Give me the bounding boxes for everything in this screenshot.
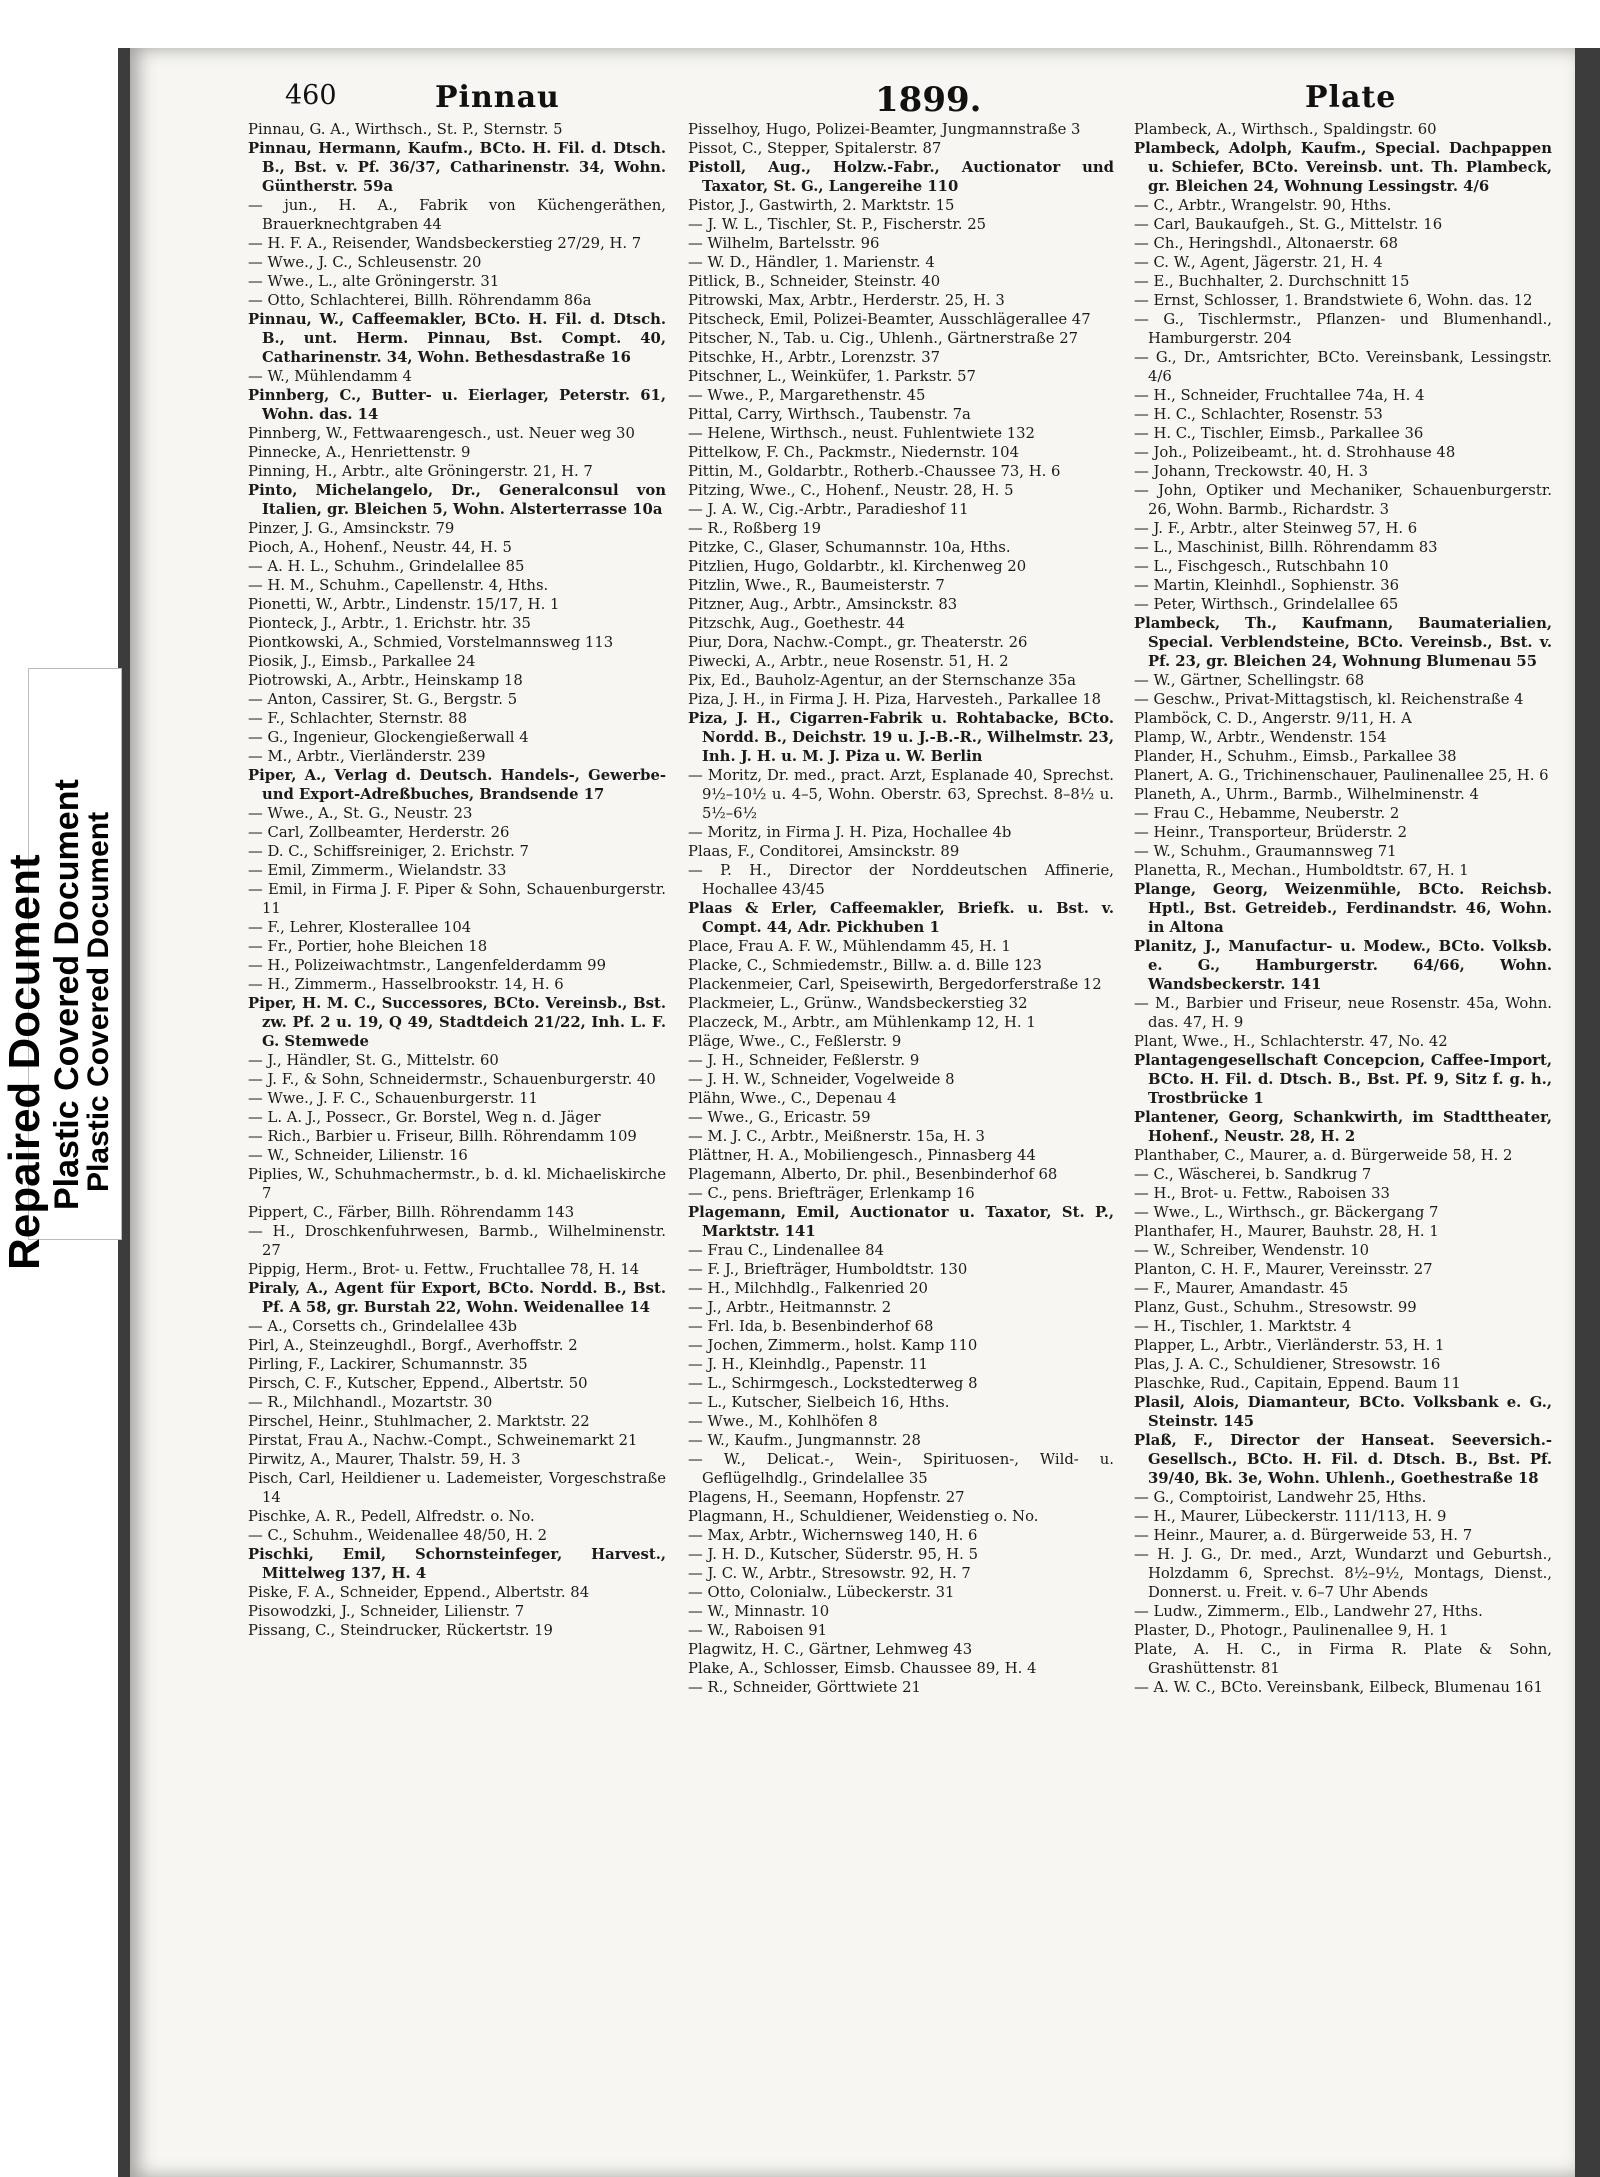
directory-entry: Pittin, M., Goldarbtr., Rotherb.-Chaussee 73, H. 6	[688, 463, 1061, 480]
directory-entry: — J. H., Schneider, Feßlerstr. 9	[688, 1052, 920, 1069]
directory-entry: — C., Arbtr., Wrangelstr. 90, Hths.	[1134, 197, 1392, 214]
directory-entry: — Helene, Wirthsch., neust. Fuhlentwiete 132	[688, 425, 1035, 442]
directory-entry: — Wwe., L., Wirthsch., gr. Bäckergang 7	[1134, 1204, 1439, 1221]
directory-entry: — R., Schneider, Görttwiete 21	[688, 1679, 921, 1696]
directory-entry: Piper, H. M. C., Successores, BCto. Vereinsb., Bst. zw. Pf. 2 u. 19, Q 49, Stadtdeich 21/22, Inh. L. F. G. Stemwede	[248, 995, 666, 1050]
directory-entry: Plackmeier, L., Grünw., Wandsbeckerstieg 32	[688, 995, 1028, 1012]
directory-entry: — W., Minnastr. 10	[688, 1603, 830, 1620]
directory-entry: Piur, Dora, Nachw.-Compt., gr. Theaterstr. 26	[688, 634, 1028, 651]
directory-entry: Planthaber, C., Maurer, a. d. Bürgerweide 58, H. 2	[1134, 1147, 1513, 1164]
directory-entry: — Emil, in Firma J. F. Piper & Sohn, Schauenburgerstr. 11	[248, 881, 666, 917]
directory-entry: Pläge, Wwe., C., Feßlerstr. 9	[688, 1033, 902, 1050]
directory-column-3	[1134, 120, 1552, 2020]
plastic-covered-label: Plastic Covered Document	[48, 779, 86, 1210]
directory-entry: Planeth, A., Uhrm., Barmb., Wilhelminenstr. 4	[1134, 786, 1479, 803]
page-number: 460	[285, 80, 337, 111]
directory-entry: — J., Händler, St. G., Mittelstr. 60	[248, 1052, 499, 1069]
directory-entry: — Max, Arbtr., Wichernsweg 140, H. 6	[688, 1527, 978, 1544]
directory-entry: Placke, C., Schmiedemstr., Billw. a. d. Bille 123	[688, 957, 1042, 974]
directory-entry: — J. A. W., Cig.-Arbtr., Paradieshof 11	[688, 501, 969, 518]
directory-entry: — Heinr., Transporteur, Brüderstr. 2	[1134, 824, 1407, 841]
directory-entry: — M., Barbier und Friseur, neue Rosenstr. 45a, Wohn. das. 47, H. 9	[1134, 995, 1552, 1031]
directory-entry: — Joh., Polizeibeamt., ht. d. Strohhause 48	[1134, 444, 1456, 461]
directory-entry: Piza, J. H., in Firma J. H. Piza, Harvesteh., Parkallee 18	[688, 691, 1102, 708]
directory-entry: — H., Milchhdlg., Falkenried 20	[688, 1280, 928, 1297]
directory-entry: Plaster, D., Photogr., Paulinenallee 9, H. 1	[1134, 1622, 1449, 1639]
directory-entry: Plambeck, A., Wirthsch., Spaldingstr. 60	[1134, 121, 1437, 138]
directory-entry: Plamp, W., Arbtr., Wendenstr. 154	[1134, 729, 1387, 746]
directory-entry: — L., Kutscher, Sielbeich 16, Hths.	[688, 1394, 950, 1411]
directory-entry: — Wwe., G., Ericastr. 59	[688, 1109, 871, 1126]
directory-entry: — Wwe., P., Margarethenstr. 45	[688, 387, 926, 404]
directory-entry: — W., Raboisen 91	[688, 1622, 828, 1639]
directory-entry: Pittal, Carry, Wirthsch., Taubenstr. 7a	[688, 406, 971, 423]
directory-entry: — Otto, Colonialw., Lübeckerstr. 31	[688, 1584, 955, 1601]
directory-entry: — H., Maurer, Lübeckerstr. 111/113, H. 9	[1134, 1508, 1447, 1525]
directory-entry: Piontkowski, A., Schmied, Vorstelmannsweg 113	[248, 634, 614, 651]
directory-entry: — Rich., Barbier u. Friseur, Billh. Röhrendamm 109	[248, 1128, 637, 1145]
directory-entry: Piotrowski, A., Arbtr., Heinskamp 18	[248, 672, 523, 689]
directory-entry: — J. H. W., Schneider, Vogelweide 8	[688, 1071, 955, 1088]
directory-entry: — R., Milchhandl., Mozartstr. 30	[248, 1394, 493, 1411]
directory-entry: — W. D., Händler, 1. Marienstr. 4	[688, 254, 935, 271]
directory-entry: — M. J. C., Arbtr., Meißnerstr. 15a, H. 3	[688, 1128, 985, 1145]
directory-entry: Piraly, A., Agent für Export, BCto. Nordd. B., Bst. Pf. A 58, gr. Burstah 22, Wohn. Weidenallee 14	[248, 1280, 666, 1316]
directory-entry: — W., Schreiber, Wendenstr. 10	[1134, 1242, 1370, 1259]
directory-entry: — H., Brot- u. Fettw., Raboisen 33	[1134, 1185, 1390, 1202]
directory-entry: — F. J., Briefträger, Humboldtstr. 130	[688, 1261, 968, 1278]
repaired-document-label: Repaired Document	[0, 854, 49, 1270]
directory-entry: — W., Gärtner, Schellingstr. 68	[1134, 672, 1365, 689]
directory-entry: Planz, Gust., Schuhm., Stresowstr. 99	[1134, 1299, 1417, 1316]
directory-entry: — Anton, Cassirer, St. G., Bergstr. 5	[248, 691, 518, 708]
directory-entry: — Wwe., M., Kohlhöfen 8	[688, 1413, 878, 1430]
directory-entry: — J. H. D., Kutscher, Süderstr. 95, H. 5	[688, 1546, 978, 1563]
directory-entry: Plange, Georg, Weizenmühle, BCto. Reichsb. Hptl., Bst. Getreideb., Ferdinandstr. 46, Wohn. in Altona	[1134, 881, 1552, 936]
directory-entry: — J. F., & Sohn, Schneidermstr., Schauenburgerstr. 40	[248, 1071, 656, 1088]
directory-entry: Planthafer, H., Maurer, Bauhstr. 28, H. 1	[1134, 1223, 1439, 1240]
directory-entry: — F., Schlachter, Sternstr. 88	[248, 710, 468, 727]
directory-entry: Plake, A., Schlosser, Eimsb. Chaussee 89, H. 4	[688, 1660, 1037, 1677]
directory-entry: — Frl. Ida, b. Besenbinderhof 68	[688, 1318, 934, 1335]
directory-entry: Pitzing, Wwe., C., Hohenf., Neustr. 28, H. 5	[688, 482, 1014, 499]
directory-entry: — W., Delicat.-, Wein-, Spirituosen-, Wild- u. Geflügelhdlg., Grindelallee 35	[688, 1451, 1114, 1487]
directory-entry: — G., Dr., Amtsrichter, BCto. Vereinsbank, Lessingstr. 4/6	[1134, 349, 1552, 385]
directory-entry: Piza, J. H., Cigarren-Fabrik u. Rohtabacke, BCto. Nordd. B., Deichstr. 19 u. J.-B.-R., Wilhelmstr. 23, Inh. J. H. u. M. J. Piza u. W. Berlin	[688, 710, 1114, 765]
directory-entry: Plaß, F., Director der Hanseat. Seeversich.-Gesellsch., BCto. H. Fil. d. Dtsch. B., Bst. Pf. 39/40, Bk. 3e, Wohn. Uhlenh., Goethestraße 18	[1134, 1432, 1552, 1487]
directory-entry: — C. W., Agent, Jägerstr. 21, H. 4	[1134, 254, 1383, 271]
directory-entry: — Ch., Heringshdl., Altonaerstr. 68	[1134, 235, 1399, 252]
directory-entry: — Geschw., Privat-Mittagstisch, kl. Reichenstraße 4	[1134, 691, 1524, 708]
directory-entry: — J., Arbtr., Heitmannstr. 2	[688, 1299, 892, 1316]
directory-entry: Planitz, J., Manufactur- u. Modew., BCto. Volksb. e. G., Hamburgerstr. 64/66, Wohn. Wandsbeckerstr. 141	[1134, 938, 1552, 993]
directory-entry: — P. H., Director der Norddeutschen Affinerie, Hochallee 43/45	[688, 862, 1114, 898]
directory-entry: Pionteck, J., Arbtr., 1. Erichstr. htr. 35	[248, 615, 531, 632]
directory-entry: — Moritz, Dr. med., pract. Arzt, Esplanade 40, Sprechst. 9½–10½ u. 4–5, Wohn. Oberstr. 63, Sprechst. 8–8½ u. 5½–6½	[688, 767, 1114, 822]
directory-entry: Pischke, A. R., Pedell, Alfredstr. o. No.	[248, 1508, 535, 1525]
directory-entry: — John, Optiker und Mechaniker, Schauenburgerstr. 26, Wohn. Barmb., Richardstr. 3	[1134, 482, 1552, 518]
directory-entry: Pippert, C., Färber, Billh. Röhrendamm 143	[248, 1204, 575, 1221]
directory-entry: Plaas & Erler, Caffeemakler, Briefk. u. Bst. v. Compt. 44, Adr. Pickhuben 1	[688, 900, 1114, 936]
directory-entry: — R., Roßberg 19	[688, 520, 821, 537]
directory-entry: Place, Frau A. F. W., Mühlendamm 45, H. 1	[688, 938, 1011, 955]
directory-entry: Pinnecke, A., Henriettenstr. 9	[248, 444, 471, 461]
directory-entry: — E., Buchhalter, 2. Durchschnitt 15	[1134, 273, 1410, 290]
directory-entry: — Frau C., Hebamme, Neuberstr. 2	[1134, 805, 1400, 822]
directory-entry: Piske, F. A., Schneider, Eppend., Albertstr. 84	[248, 1584, 590, 1601]
directory-entry: Pitzschk, Aug., Goethestr. 44	[688, 615, 905, 632]
directory-entry: — Martin, Kleinhdl., Sophienstr. 36	[1134, 577, 1400, 594]
directory-entry: Plas, J. A. C., Schuldiener, Stresowstr. 16	[1134, 1356, 1441, 1373]
directory-entry: Pinnberg, W., Fettwaarengesch., ust. Neuer weg 30	[248, 425, 635, 442]
directory-entry: Plagemann, Alberto, Dr. phil., Besenbinderhof 68	[688, 1166, 1058, 1183]
directory-entry: — G., Ingenieur, Glockengießerwall 4	[248, 729, 529, 746]
directory-entry: Plähn, Wwe., C., Depenau 4	[688, 1090, 897, 1107]
directory-entry: Plander, H., Schuhm., Eimsb., Parkallee 38	[1134, 748, 1457, 765]
directory-entry: Plagemann, Emil, Auctionator u. Taxator, St. P., Marktstr. 141	[688, 1204, 1114, 1240]
directory-entry: Plate, A. H. C., in Firma R. Plate & Sohn, Grashüttenstr. 81	[1134, 1641, 1552, 1677]
directory-entry: Plantagengesellschaft Concepcion, Caffee-Import, BCto. H. Fil. d. Dtsch. B., Bst. Pf. 9, Sitz f. g. h., Trostbrücke 1	[1134, 1052, 1552, 1107]
directory-entry: Pinnau, G. A., Wirthsch., St. P., Sternstr. 5	[248, 121, 563, 138]
directory-entry: Pitzke, C., Glaser, Schumannstr. 10a, Hths.	[688, 539, 1011, 556]
directory-entry: — Carl, Zollbeamter, Herderstr. 26	[248, 824, 510, 841]
directory-entry: Pischki, Emil, Schornsteinfeger, Harvest., Mittelweg 137, H. 4	[248, 1546, 666, 1582]
directory-entry: — F., Maurer, Amandastr. 45	[1134, 1280, 1349, 1297]
directory-entry: — L., Fischgesch., Rutschbahn 10	[1134, 558, 1389, 575]
directory-entry: Pissang, C., Steindrucker, Rückertstr. 19	[248, 1622, 553, 1639]
directory-entry: Piwecki, A., Arbtr., neue Rosenstr. 51, H. 2	[688, 653, 1009, 670]
directory-entry: Plagmann, H., Schuldiener, Weidenstieg o. No.	[688, 1508, 1039, 1525]
directory-entry: Plättner, H. A., Mobiliengesch., Pinnasberg 44	[688, 1147, 1036, 1164]
directory-entry: — W., Kaufm., Jungmannstr. 28	[688, 1432, 921, 1449]
directory-entry: — A. H. L., Schuhm., Grindelallee 85	[248, 558, 525, 575]
directory-entry: Pitschner, L., Weinküfer, 1. Parkstr. 57	[688, 368, 976, 385]
directory-entry: Pitscher, N., Tab. u. Cig., Uhlenh., Gärtnerstraße 27	[688, 330, 1079, 347]
directory-entry: — Wwe., J. C., Schleusenstr. 20	[248, 254, 482, 271]
directory-entry: Pinning, H., Arbtr., alte Gröningerstr. 21, H. 7	[248, 463, 593, 480]
directory-entry: — H., Polizeiwachtmstr., Langenfelderdamm 99	[248, 957, 607, 974]
directory-entry: — D. C., Schiffsreiniger, 2. Erichstr. 7	[248, 843, 529, 860]
directory-column-1	[248, 120, 666, 2020]
directory-entry: Pirling, F., Lackirer, Schumannstr. 35	[248, 1356, 528, 1373]
directory-entry: Piplies, W., Schuhmachermstr., b. d. kl. Michaeliskirche 7	[248, 1166, 666, 1202]
directory-entry: — Wwe., J. F. C., Schauenburgerstr. 11	[248, 1090, 538, 1107]
directory-entry: Pix, Ed., Bauholz-Agentur, an der Sternschanze 35a	[688, 672, 1076, 689]
directory-entry: — W., Schneider, Lilienstr. 16	[248, 1147, 468, 1164]
directory-entry: — M., Arbtr., Vierländerstr. 239	[248, 748, 486, 765]
directory-entry: Pioch, A., Hohenf., Neustr. 44, H. 5	[248, 539, 512, 556]
directory-entry: — Emil, Zimmerm., Wielandstr. 33	[248, 862, 507, 879]
directory-entry: — H., Droschkenfuhrwesen, Barmb., Wilhelminenstr. 27	[248, 1223, 666, 1259]
directory-entry: Pistor, J., Gastwirth, 2. Marktstr. 15	[688, 197, 955, 214]
directory-entry: — Ernst, Schlosser, 1. Brandstwiete 6, Wohn. das. 12	[1134, 292, 1533, 309]
directory-entry: — Wwe., L., alte Gröningerstr. 31	[248, 273, 500, 290]
directory-entry: Pippig, Herm., Brot- u. Fettw., Fruchtallee 78, H. 14	[248, 1261, 640, 1278]
directory-entry: — C., pens. Briefträger, Erlenkamp 16	[688, 1185, 975, 1202]
directory-entry: Piper, A., Verlag d. Deutsch. Handels-, Gewerbe- und Export-Adreßbuches, Brandsende 17	[248, 767, 666, 803]
year-heading: 1899.	[875, 80, 982, 120]
right-running-head: Plate	[1305, 80, 1397, 115]
directory-entry: — H., Schneider, Fruchtallee 74a, H. 4	[1134, 387, 1425, 404]
directory-entry: — Otto, Schlachterei, Billh. Röhrendamm 86a	[248, 292, 592, 309]
directory-entry: — Johann, Treckowstr. 40, H. 3	[1134, 463, 1369, 480]
directory-entry: — W., Mühlendamm 4	[248, 368, 412, 385]
directory-entry: — L., Schirmgesch., Lockstedterweg 8	[688, 1375, 978, 1392]
directory-entry: Pinnau, W., Caffeemakler, BCto. H. Fil. d. Dtsch. B., unt. Herm. Pinnau, Bst. Compt. 40, Catharinenstr. 34, Wohn. Bethesdastraße 16	[248, 311, 666, 366]
directory-entry: — H., Tischler, 1. Marktstr. 4	[1134, 1318, 1352, 1335]
directory-entry: — F., Lehrer, Klosterallee 104	[248, 919, 472, 936]
directory-entry: Planert, A. G., Trichinenschauer, Paulinenallee 25, H. 6	[1134, 767, 1549, 784]
directory-entry: — H. F. A., Reisender, Wandsbeckerstieg 27/29, H. 7	[248, 235, 642, 252]
directory-entry: Pitrowski, Max, Arbtr., Herderstr. 25, H. 3	[688, 292, 1005, 309]
directory-entry: Pitzner, Aug., Arbtr., Amsinckstr. 83	[688, 596, 958, 613]
directory-entry: — J. H., Kleinhdlg., Papenstr. 11	[688, 1356, 928, 1373]
directory-entry: Plambeck, Th., Kaufmann, Baumaterialien, Special. Verblendsteine, BCto. Vereinsb., Bst. v. Pf. 23, gr. Bleichen 24, Wohnung Blumenau 55	[1134, 615, 1552, 670]
directory-entry: — Wilhelm, Bartelsstr. 96	[688, 235, 880, 252]
directory-entry: Plagens, H., Seemann, Hopfenstr. 27	[688, 1489, 965, 1506]
directory-entry: Pionetti, W., Arbtr., Lindenstr. 15/17, H. 1	[248, 596, 560, 613]
directory-entry: Pitlick, B., Schneider, Steinstr. 40	[688, 273, 941, 290]
directory-entry: — H. C., Tischler, Eimsb., Parkallee 36	[1134, 425, 1424, 442]
directory-entry: — J. W. L., Tischler, St. P., Fischerstr. 25	[688, 216, 987, 233]
directory-entry: — A. W. C., BCto. Vereinsbank, Eilbeck, Blumenau 161	[1134, 1679, 1543, 1696]
directory-entry: Plambeck, Adolph, Kaufm., Special. Dachpappen u. Schiefer, BCto. Vereinsb. unt. Th. Plambeck, gr. Bleichen 24, Wohnung Lessingstr. 4/6	[1134, 140, 1552, 195]
directory-entry: — jun., H. A., Fabrik von Küchengeräthen, Brauerknechtgraben 44	[248, 197, 666, 233]
directory-entry: Piosik, J., Eimsb., Parkallee 24	[248, 653, 476, 670]
directory-entry: Plagwitz, H. C., Gärtner, Lehmweg 43	[688, 1641, 973, 1658]
directory-entry: — W., Schuhm., Graumannsweg 71	[1134, 843, 1397, 860]
directory-entry: — H. M., Schuhm., Capellenstr. 4, Hths.	[248, 577, 549, 594]
directory-entry: Placzeck, M., Arbtr., am Mühlenkamp 12, H. 1	[688, 1014, 1036, 1031]
directory-entry: — Frau C., Lindenallee 84	[688, 1242, 884, 1259]
directory-entry: — Wwe., A., St. G., Neustr. 23	[248, 805, 473, 822]
directory-entry: Pirl, A., Steinzeughdl., Borgf., Averhoffstr. 2	[248, 1337, 578, 1354]
plastic-covered-label-secondary: Plastic Covered Document	[82, 811, 115, 1192]
directory-entry: — Moritz, in Firma J. H. Piza, Hochallee 4b	[688, 824, 1012, 841]
directory-entry: Plaschke, Rud., Capitain, Eppend. Baum 11	[1134, 1375, 1461, 1392]
directory-entry: — G., Tischlermstr., Pflanzen- und Blumenhandl., Hamburgerstr. 204	[1134, 311, 1552, 347]
directory-entry: — Peter, Wirthsch., Grindelallee 65	[1134, 596, 1399, 613]
directory-entry: Pitscheck, Emil, Polizei-Beamter, Ausschlägerallee 47	[688, 311, 1091, 328]
directory-entry: Pinnau, Hermann, Kaufm., BCto. H. Fil. d. Dtsch. B., Bst. v. Pf. 36/37, Catharinenstr. 34, Wohn. Güntherstr. 59a	[248, 140, 666, 195]
directory-entry: — H. J. G., Dr. med., Arzt, Wundarzt und Geburtsh., Holzdamm 6, Sprechst. 8½–9½, Montags, Dienst., Donnerst. u. Freit. v. 6–7 Uhr Abends	[1134, 1546, 1552, 1601]
directory-entry: — C., Schuhm., Weidenallee 48/50, H. 2	[248, 1527, 548, 1544]
directory-entry: Pinnberg, C., Butter- u. Eierlager, Peterstr. 61, Wohn. das. 14	[248, 387, 666, 423]
directory-entry: Plant, Wwe., H., Schlachterstr. 47, No. 42	[1134, 1033, 1448, 1050]
directory-entry: — J. C. W., Arbtr., Stresowstr. 92, H. 7	[688, 1565, 971, 1582]
directory-entry: Pinto, Michelangelo, Dr., Generalconsul von Italien, gr. Bleichen 5, Wohn. Alsterterrasse 10a	[248, 482, 666, 518]
directory-entry: — L., Maschinist, Billh. Röhrendamm 83	[1134, 539, 1438, 556]
directory-entry: — Fr., Portier, hohe Bleichen 18	[248, 938, 488, 955]
left-running-head: Pinnau	[435, 80, 560, 115]
directory-entry: — A., Corsetts ch., Grindelallee 43b	[248, 1318, 517, 1335]
directory-entry: Plasil, Alois, Diamanteur, BCto. Volksbank e. G., Steinstr. 145	[1134, 1394, 1552, 1430]
directory-column-2	[688, 120, 1114, 2020]
directory-entry: Pirsch, C. F., Kutscher, Eppend., Albertstr. 50	[248, 1375, 588, 1392]
directory-entry: — Heinr., Maurer, a. d. Bürgerweide 53, H. 7	[1134, 1527, 1473, 1544]
directory-entry: — H. C., Schlachter, Rosenstr. 53	[1134, 406, 1383, 423]
directory-entry: Plackenmeier, Carl, Speisewirth, Bergedorferstraße 12	[688, 976, 1102, 993]
directory-entry: Pisowodzki, J., Schneider, Lilienstr. 7	[248, 1603, 525, 1620]
directory-entry: — Jochen, Zimmerm., holst. Kamp 110	[688, 1337, 978, 1354]
directory-entry: — Ludw., Zimmerm., Elb., Landwehr 27, Hths.	[1134, 1603, 1483, 1620]
directory-entry: — Carl, Baukaufgeh., St. G., Mittelstr. 16	[1134, 216, 1443, 233]
directory-entry: Pitschke, H., Arbtr., Lorenzstr. 37	[688, 349, 941, 366]
directory-entry: — H., Zimmerm., Hasselbrookstr. 14, H. 6	[248, 976, 564, 993]
directory-entry: Plantener, Georg, Schankwirth, im Stadttheater, Hohenf., Neustr. 28, H. 2	[1134, 1109, 1552, 1145]
directory-entry: — L. A. J., Possecr., Gr. Borstel, Weg n. d. Jäger	[248, 1109, 601, 1126]
directory-entry: Pitzlien, Hugo, Goldarbtr., kl. Kirchenweg 20	[688, 558, 1027, 575]
directory-entry: — G., Comptoirist, Landwehr 25, Hths.	[1134, 1489, 1427, 1506]
directory-entry: Pitzlin, Wwe., R., Baumeisterstr. 7	[688, 577, 945, 594]
directory-entry: Plamböck, C. D., Angerstr. 9/11, H. A	[1134, 710, 1412, 727]
directory-entry: — C., Wäscherei, b. Sandkrug 7	[1134, 1166, 1372, 1183]
directory-entry: Plapper, L., Arbtr., Vierländerstr. 53, H. 1	[1134, 1337, 1445, 1354]
directory-entry: Planton, C. H. F., Maurer, Vereinsstr. 27	[1134, 1261, 1433, 1278]
directory-entry: Planetta, R., Mechan., Humboldtstr. 67, H. 1	[1134, 862, 1469, 879]
directory-entry: Pirwitz, A., Maurer, Thalstr. 59, H. 3	[248, 1451, 521, 1468]
directory-entry: Pirschel, Heinr., Stuhlmacher, 2. Marktstr. 22	[248, 1413, 590, 1430]
directory-entry: Pittelkow, F. Ch., Packmstr., Niedernstr. 104	[688, 444, 1019, 461]
directory-entry: Pinzer, J. G., Amsinckstr. 79	[248, 520, 455, 537]
directory-entry: Pisselhoy, Hugo, Polizei-Beamter, Jungmannstraße 3	[688, 121, 1081, 138]
directory-entry: Pirstat, Frau A., Nachw.-Compt., Schweinemarkt 21	[248, 1432, 638, 1449]
directory-entry: Pisch, Carl, Heildiener u. Lademeister, Vorgeschstraße 14	[248, 1470, 666, 1506]
directory-entry: — J. F., Arbtr., alter Steinweg 57, H. 6	[1134, 520, 1418, 537]
directory-entry: Pistoll, Aug., Holzw.-Fabr., Auctionator und Taxator, St. G., Langereihe 110	[688, 159, 1114, 195]
directory-entry: Pissot, C., Stepper, Spitalerstr. 87	[688, 140, 942, 157]
directory-entry: Plaas, F., Conditorei, Amsinckstr. 89	[688, 843, 960, 860]
